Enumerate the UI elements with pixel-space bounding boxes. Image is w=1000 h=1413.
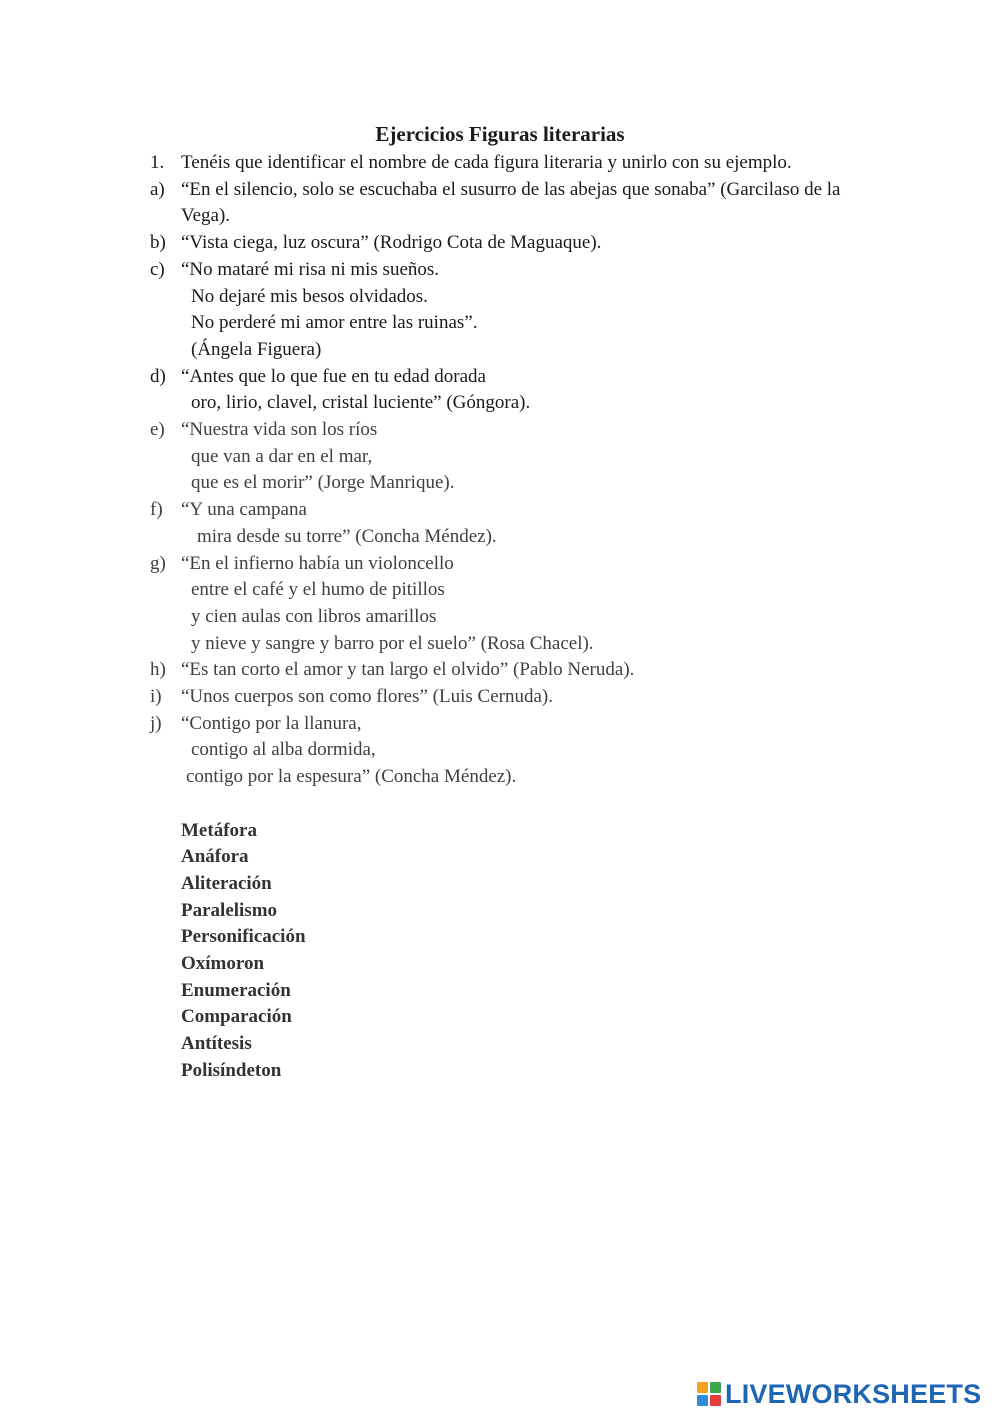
logo-tile: [697, 1382, 708, 1393]
exercise-body: [150, 150, 870, 1085]
logo-tile: [710, 1382, 721, 1393]
example-h: [150, 657, 870, 684]
example-letter: e): [150, 419, 165, 441]
liveworksheets-logo: [697, 1379, 981, 1409]
logo-tiles-icon: [697, 1382, 721, 1406]
example-letter: c): [150, 258, 165, 280]
example-line: y nieve y sangre y barro por el suelo” (Rosa Chacel).: [191, 632, 594, 654]
example-line: que van a dar en el mar,: [191, 445, 373, 467]
figure-name: Anáfora: [181, 846, 249, 868]
figure-name: Polisíndeton: [181, 1059, 282, 1081]
example-line: “Y una campana: [181, 499, 307, 521]
example-line: entre el café y el humo de pitillos: [191, 579, 445, 601]
example-line: “No mataré mi risa ni mis sueños.: [181, 258, 440, 280]
example-letter: f): [150, 499, 163, 521]
example-line: “Unos cuerpos son como flores” (Luis Cernuda).: [181, 686, 553, 708]
example-a: [150, 177, 870, 230]
logo-tile: [697, 1395, 708, 1406]
example-g: [150, 551, 870, 658]
figure-name: Aliteración: [181, 872, 272, 894]
example-letter: j): [150, 712, 162, 734]
example-letter: g): [150, 552, 166, 574]
instruction-text: Tenéis que identificar el nombre de cada figura literaria y unirlo con su ejemplo.: [181, 152, 792, 173]
example-line: No perderé mi amor entre las ruinas”.: [191, 312, 478, 334]
example-line: “Antes que lo que fue en tu edad dorada: [181, 365, 486, 387]
example-letter: b): [150, 232, 166, 254]
example-line: contigo al alba dormida,: [191, 739, 376, 761]
figure-name: Comparación: [181, 1006, 292, 1028]
example-line: y cien aulas con libros amarillos: [191, 605, 437, 627]
example-line: “En el silencio, solo se escuchaba el susurro de las abejas que sonaba” (Garcilaso de la Vega).: [181, 178, 841, 227]
example-letter: i): [150, 686, 162, 708]
example-line: No dejaré mis besos olvidados.: [191, 285, 428, 307]
instruction: [150, 150, 870, 177]
figure-name: Metáfora: [181, 819, 257, 841]
figure-name: Oxímoron: [181, 953, 265, 975]
example-line: “Vista ciega, luz oscura” (Rodrigo Cota de Maguaque).: [181, 232, 602, 254]
example-e: [150, 417, 870, 497]
example-line: “Es tan corto el amor y tan largo el olvido” (Pablo Neruda).: [181, 659, 635, 681]
example-d: [150, 364, 870, 417]
example-line: “En el infierno había un violoncello: [181, 552, 454, 574]
page-title: Ejercicios Figuras literarias: [375, 122, 625, 146]
example-line: contigo por la espesura” (Concha Méndez).: [186, 766, 517, 788]
example-line: mira desde su torre” (Concha Méndez).: [197, 525, 497, 547]
example-line: “Nuestra vida son los ríos: [181, 419, 378, 441]
figures-list: [150, 818, 870, 1085]
example-letter: a): [150, 178, 165, 200]
example-i: [150, 684, 870, 711]
example-f: [150, 497, 870, 550]
instruction-number: 1.: [150, 152, 165, 173]
example-b: [150, 230, 870, 257]
example-line: (Ángela Figuera): [191, 338, 322, 360]
example-letter: h): [150, 659, 166, 681]
example-letter: d): [150, 365, 166, 387]
example-line: que es el morir” (Jorge Manrique).: [191, 472, 455, 494]
figure-name: Enumeración: [181, 979, 291, 1001]
logo-tile: [710, 1395, 721, 1406]
figure-name: Antítesis: [181, 1033, 252, 1055]
figure-name: Personificación: [181, 926, 306, 948]
example-c: [150, 257, 870, 364]
example-line: “Contigo por la llanura,: [181, 712, 362, 734]
logo-text: LIVEWORKSHEETS: [725, 1378, 982, 1409]
figure-name: Paralelismo: [181, 899, 278, 921]
example-j: [150, 711, 870, 791]
example-line: oro, lirio, clavel, cristal luciente” (Góngora).: [191, 392, 531, 414]
